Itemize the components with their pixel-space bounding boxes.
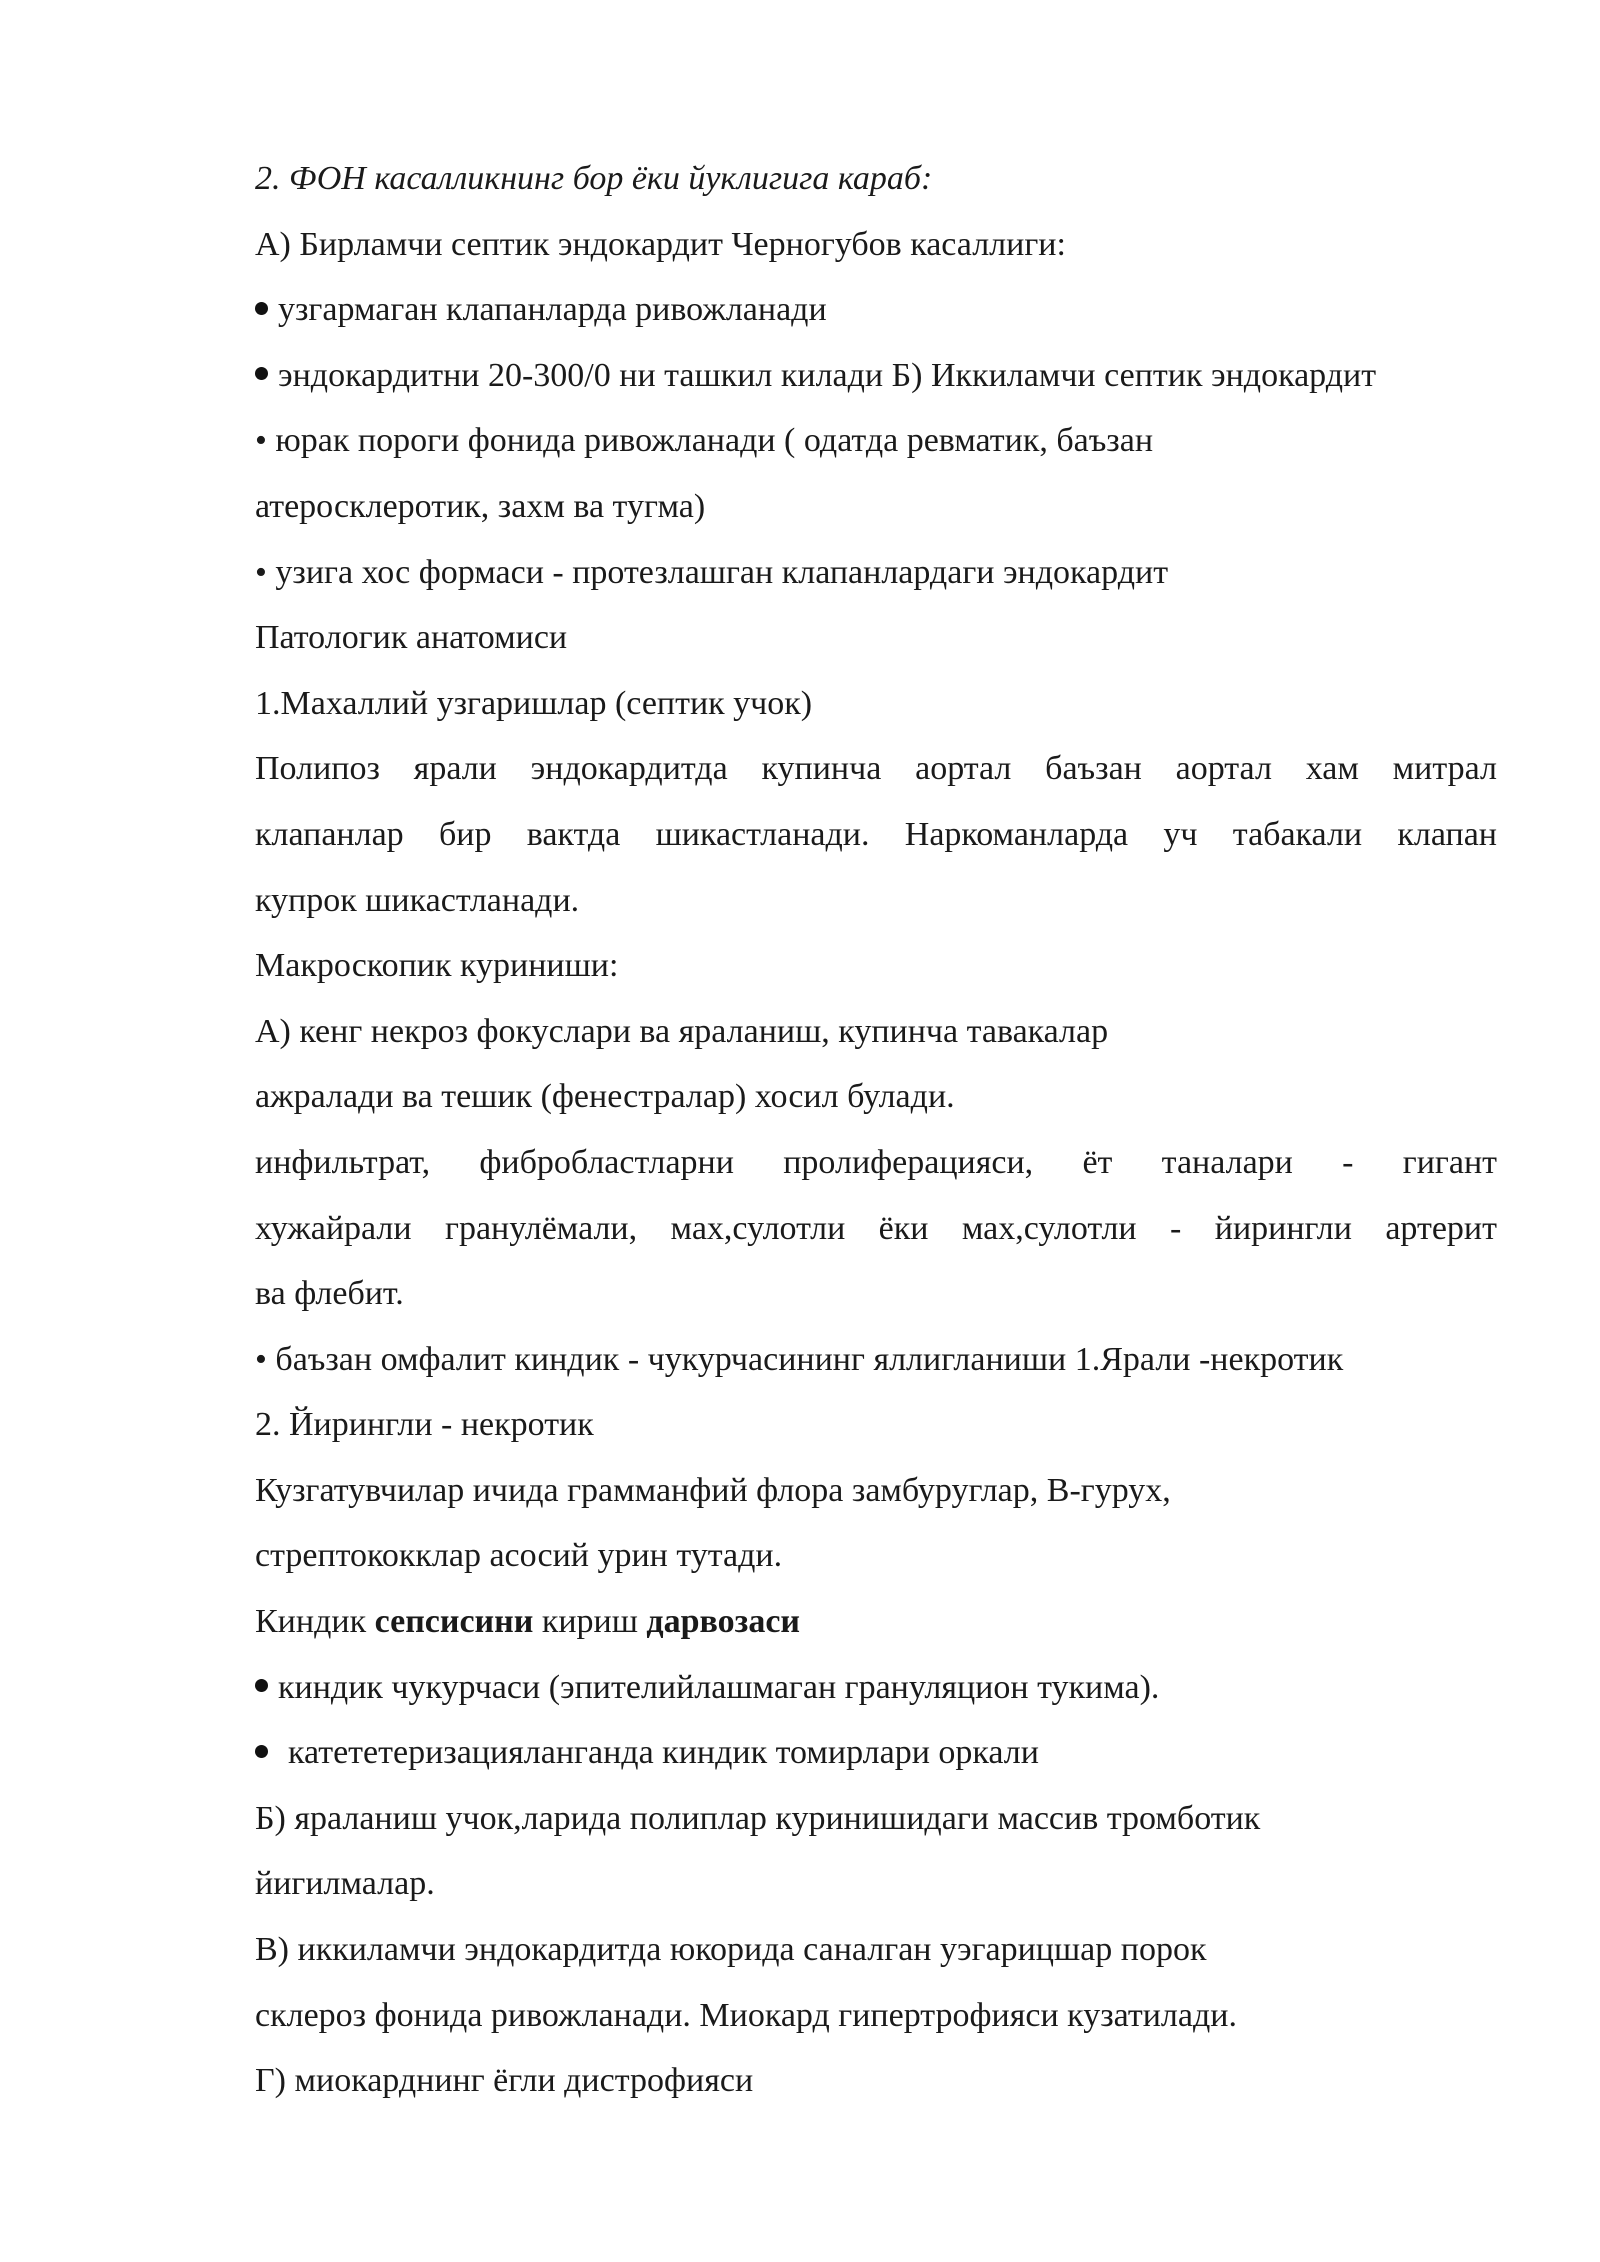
text-line: • узига хос формаси - протезлашган клапанлардаги эндокардит [255,553,1169,591]
bullet-icon [255,302,268,315]
text-line: стрептококклар асосий урин тутади. [255,1537,783,1575]
text-line: Б) яраланиш учок,ларида полиплар куринишидаги массив тромботик [255,1799,1261,1837]
paragraph-line: инфильтрат, фибробластларни пролиферацияси, ёт таналари - гигант [255,1143,1497,1181]
subheading: Патологик анатомиси [255,619,568,657]
text-line: А) Бирламчи септик эндокардит Черногубов касаллиги: [255,225,1066,263]
bullet-item [255,1655,1497,1721]
paragraph-line: ва флебит. [255,1275,404,1313]
bullet-text: узгармаган клапанларда ривожланади [278,291,827,329]
bullet-item [255,277,1497,343]
bullet-text: катететеризацияланганда киндик томирлари оркали [288,1734,1039,1772]
document-body [255,146,1497,2114]
mixed-heading [255,1589,1497,1655]
heading-bold-part: сепсисини [374,1603,534,1641]
paragraph-line: купрок шикастланади. [255,881,580,919]
bullet-icon [255,367,268,380]
paragraph-line: Полипоз ярали эндокардитда купинча аортал баъзан аортал хам митрал [255,750,1497,788]
text-line: 2. Йирингли - некротик [255,1406,594,1444]
paragraph-line: хужайрали гранулёмали, мах,сулотли ёки мах,сулотли - йирингли артерит [255,1209,1497,1247]
bullet-icon [255,1679,268,1692]
heading-bold-part: дарвозаси [646,1603,801,1641]
bullet-text: эндокардитни 20-300/0 ни ташкил килади Б) Иккиламчи септик эндокардит [278,356,1377,394]
text-line: 1.Махаллий узгаришлар (септик учок) [255,684,813,722]
bullet-text: киндик чукурчаси (эпителийлашмаган грануляцион тукима). [278,1668,1160,1706]
section-heading: 2. ФОН касалликнинг бор ёки йуклигига караб: [255,160,933,197]
text-line: Г) миокарднинг ёгли дистрофияси [255,2062,754,2100]
bullet-item [255,1720,1497,1786]
text-line: А) кенг некроз фокуслари ва яраланиш, купинча тавакалар [255,1012,1109,1050]
text-line: атеросклеротик, захм ва тугма) [255,487,706,525]
text-line: Кузгатувчилар ичида грамманфий флора замбуруглар, В-гурух, [255,1471,1171,1509]
text-line: • юрак пороги фонида ривожланади ( одатда ревматик, баъзан [255,422,1154,460]
heading-part: Киндик [255,1603,375,1641]
subheading: Макроскопик куриниши: [255,947,619,985]
text-line: йигилмалар. [255,1865,435,1903]
text-line: склероз фонида ривожланади. Миокард гипертрофияси кузатилади. [255,1996,1237,2034]
text-line: • баъзан омфалит киндик - чукурчасининг яллигланиши 1.Ярали -некротик [255,1340,1344,1378]
bullet-icon [255,1745,268,1758]
text-line: ажралади ва тешик (фенестралар) хосил булади. [255,1078,955,1116]
paragraph-line: клапанлар бир вактда шикастланади. Наркоманларда уч табакали клапан [255,815,1497,853]
heading-part: кириш [533,1603,647,1641]
text-line: В) иккиламчи эндокардитда юкорида саналган уэгарицшар порок [255,1931,1207,1969]
bullet-item [255,343,1497,409]
